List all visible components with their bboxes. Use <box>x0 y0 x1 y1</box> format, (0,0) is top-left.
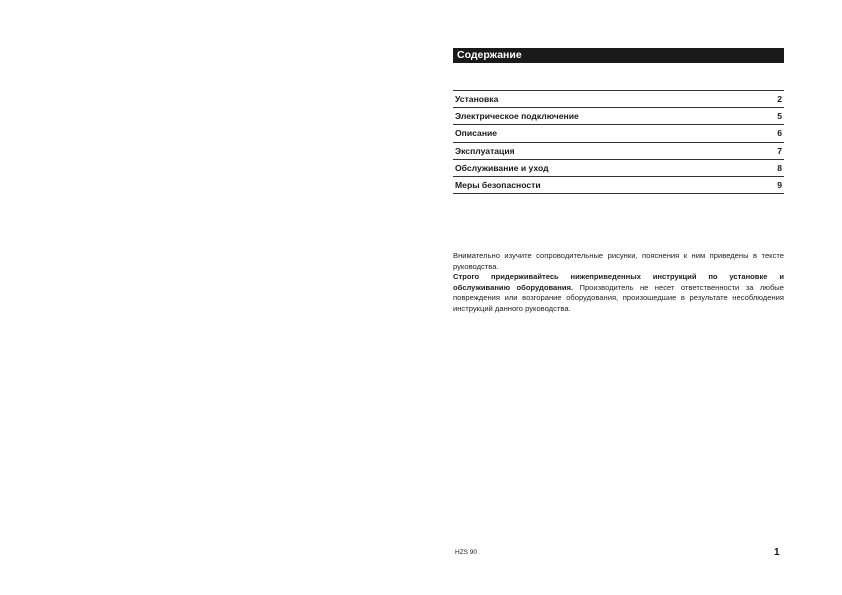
toc-item-page: 5 <box>777 111 782 122</box>
toc-item-electrical-connection[interactable] <box>453 108 784 125</box>
toc-item-operation[interactable] <box>453 143 784 160</box>
toc-item-label: Эксплуатация <box>455 145 515 156</box>
toc-item-page: 8 <box>777 162 782 173</box>
intro-paragraph-2 <box>453 272 784 314</box>
intro-paragraph-1: Внимательно изучите сопроводительные рисунки, пояснения к ним приведены в тексте руководства. <box>453 251 784 271</box>
toc-item-label: Установка <box>455 94 499 105</box>
toc-item-safety[interactable] <box>453 177 784 194</box>
page-number: 1 <box>774 547 780 558</box>
section-title: Содержание <box>453 48 784 63</box>
intro-warning-bold: Строго придерживайтесь нижеприведенных инструкций по установке и обслуживанию оборудования. <box>453 272 784 292</box>
toc-item-maintenance[interactable] <box>453 160 784 177</box>
toc-item-page: 2 <box>777 94 782 105</box>
intro-warning-rest: Производитель не несет ответственности за любые повреждения или возгорание оборудования, произошедшие в результате несоблюдения инструкций данного руководства. <box>453 282 784 313</box>
toc-item-label: Меры безопасности <box>455 180 541 191</box>
model-label: HZS 90 <box>455 549 478 556</box>
toc-item-installation[interactable] <box>453 91 784 108</box>
toc-item-label: Обслуживание и уход <box>455 162 549 173</box>
toc-item-page: 6 <box>777 128 782 139</box>
table-of-contents <box>453 90 784 194</box>
intro-text <box>453 251 784 315</box>
toc-item-label: Описание <box>455 128 498 139</box>
toc-item-page: 7 <box>777 145 782 156</box>
toc-item-page: 9 <box>777 180 782 191</box>
toc-item-label: Электрическое подключение <box>455 111 579 122</box>
toc-item-description[interactable] <box>453 125 784 142</box>
